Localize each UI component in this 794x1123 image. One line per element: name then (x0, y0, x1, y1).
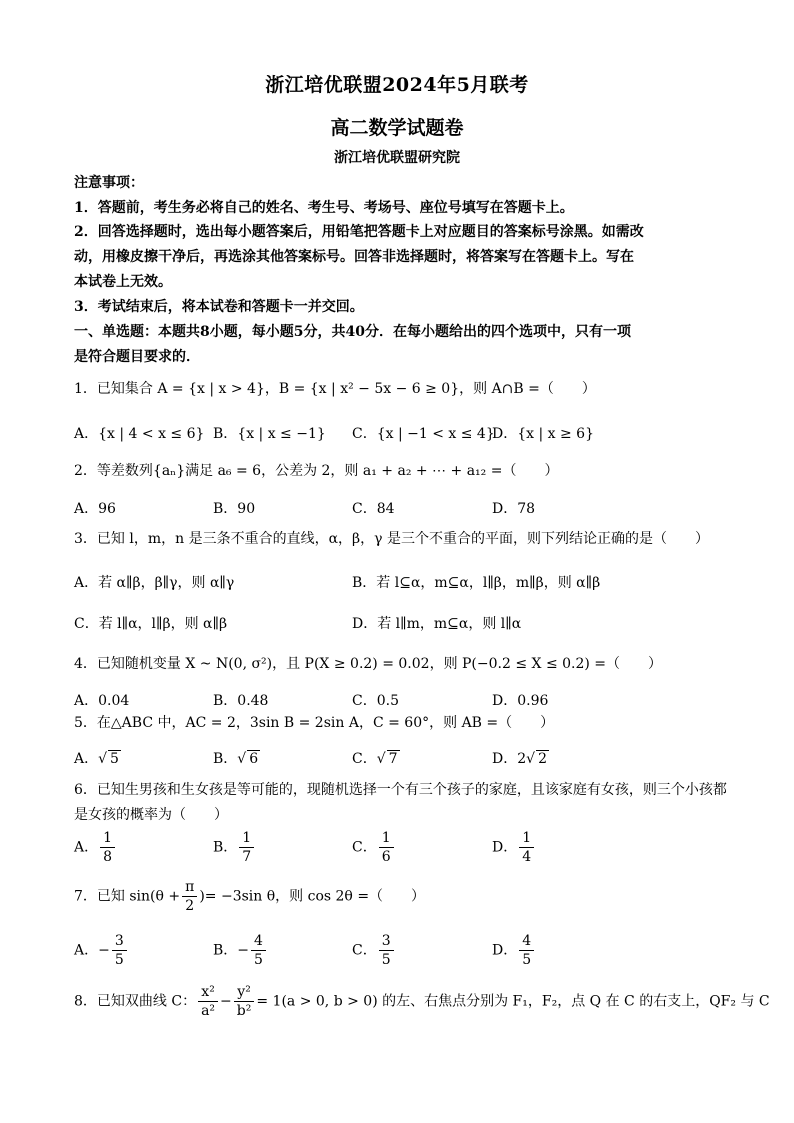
notice-item-2-line-1: 2．回答选择题时，选出每小题答案后，用铅笔把答题卡上对应题目的答案标号涂黑。如需改 (74, 224, 644, 240)
notice-item-2-line-2: 动，用橡皮擦干净后，再选涂其他答案标号。回答非选择题时，将答案写在答题卡上。写在 (74, 249, 634, 265)
fraction (251, 932, 266, 969)
option-label: C． (352, 751, 377, 767)
question-5-stem: 5．在△ABC 中，AC = 2，3sin B = 2sin A，C = 60°，则 AB =（ ） (74, 715, 555, 731)
question-5-option-d (492, 748, 549, 768)
fraction (182, 878, 197, 915)
option-label: A． (74, 839, 99, 856)
question-1-option-b: B．{x | x ≤ −1} (213, 426, 326, 442)
stem-suffix: = 1(a > 0, b > 0) 的左、右焦点分别为 F₁，F₂，点 Q 在 C 的右支上，QF₂ 与 C (256, 993, 770, 1010)
fraction (379, 829, 394, 866)
radicand: 5 (110, 751, 119, 767)
denominator: 7 (242, 849, 252, 865)
open-paren: (θ + (150, 888, 181, 905)
notice-item-2-line-3: 本试卷上无效。 (74, 274, 172, 290)
notice-item-1: 1．答题前，考生务必将自己的姓名、考生号、考场号、座位号填写在答题卡上。 (74, 200, 574, 216)
denominator: 5 (522, 952, 532, 968)
option-label: A． (74, 751, 99, 767)
fraction (100, 829, 115, 866)
question-5-option-c (352, 748, 400, 768)
denominator: 2 (185, 898, 195, 914)
option-label: D．2 (492, 751, 527, 767)
question-2-option-d: D．78 (492, 501, 536, 517)
denominator: a² (201, 1003, 216, 1019)
numerator: 1 (239, 829, 254, 848)
fraction (198, 983, 218, 1020)
stem-suffix: = −3sin θ，则 cos 2θ =（ ） (204, 888, 426, 905)
question-3-option-a: A．若 α∥β，β∥γ，则 α∥γ (74, 575, 235, 591)
numerator: x² (198, 983, 218, 1002)
question-1-option-d: D．{x | x ≥ 6} (492, 426, 594, 442)
question-7-option-b (213, 932, 268, 969)
question-2-option-c: C．84 (352, 501, 395, 517)
section-heading-line-1: 一、单选题：本题共8小题，每小题5分，共40分．在每小题给出的四个选项中，只有一项 (74, 324, 631, 340)
radicand: 2 (538, 751, 547, 767)
question-3-option-d: D．若 l∥m，m⊆α，则 l∥α (352, 616, 522, 632)
question-7-option-c (352, 932, 396, 969)
sqrt-icon: √ (526, 751, 536, 767)
option-label: B．− (213, 942, 250, 959)
numerator: y² (234, 983, 254, 1002)
question-1-option-c: C．{x | −1 < x ≤ 4} (352, 426, 495, 442)
question-6-stem-line-2: 是女孩的概率为（ ） (74, 807, 228, 823)
fraction (239, 829, 254, 866)
exam-title: 浙江培优联盟2024年5月联考 (265, 74, 529, 96)
numerator: π (182, 878, 197, 897)
numerator: 3 (112, 932, 127, 951)
question-7-stem (74, 878, 425, 915)
question-3-stem: 3．已知 l，m，n 是三条不重合的直线，α，β，γ 是三个不重合的平面，则下列结论正确的是（ ） (74, 531, 709, 547)
denominator: 8 (103, 849, 113, 865)
question-2-option-a: A．96 (74, 501, 116, 517)
question-2-stem: 2．等差数列{aₙ}满足 a₆ = 6，公差为 2，则 a₁ + a₂ + ⋯ + a₁₂ =（ ） (74, 463, 559, 479)
option-label: C． (352, 942, 377, 959)
option-label: D． (492, 942, 518, 959)
question-1-stem: 1．已知集合 A = {x | x > 4}，B = {x | x² − 5x − 6 ≥ 0}，则 A∩B =（ ） (74, 381, 596, 397)
question-6-stem-line-1: 6．已知生男孩和生女孩是等可能的，现随机选择一个有三个孩子的家庭，且该家庭有女孩，则三个小孩都 (74, 782, 727, 798)
section-heading-line-2: 是符合题目要求的． (74, 349, 200, 365)
minus-sign: − (220, 993, 232, 1010)
numerator: 1 (379, 829, 394, 848)
numerator: 3 (379, 932, 394, 951)
denominator: 5 (254, 952, 263, 968)
question-6-option-d (492, 829, 536, 866)
stem-prefix: 8．已知双曲线 C： (74, 993, 197, 1010)
numerator: 1 (519, 829, 534, 848)
option-label: B． (213, 751, 238, 767)
option-label: B． (213, 839, 238, 856)
radicand: 7 (388, 751, 398, 767)
question-5-option-b (213, 748, 260, 768)
option-label: D． (492, 839, 518, 856)
exam-subtitle: 高二数学试题卷 (330, 117, 464, 139)
fraction (519, 932, 534, 969)
fraction (519, 829, 534, 866)
stem-prefix: 7．已知 sin (74, 888, 151, 905)
denominator: 5 (114, 952, 124, 968)
question-6-option-a (74, 829, 117, 866)
question-3-option-b: B．若 l⊆α，m⊆α，l∥β，m∥β，则 α∥β (352, 575, 601, 591)
question-1-option-a: A．{x | 4 < x ≤ 6} (74, 426, 205, 442)
question-6-option-c (352, 829, 396, 866)
notice-item-3: 3．考试结束后，将本试卷和答题卡一并交回。 (74, 299, 364, 315)
sqrt-icon: √ (237, 751, 247, 767)
denominator: 5 (381, 952, 391, 968)
denominator: b² (236, 1003, 252, 1019)
close-paren: ) (199, 888, 205, 905)
numerator: 4 (251, 932, 266, 951)
fraction (379, 932, 394, 969)
numerator: 4 (519, 932, 534, 951)
notice-heading: 注意事项： (74, 175, 144, 191)
numerator: 1 (100, 829, 115, 848)
question-4-option-d: D．0.96 (492, 693, 549, 709)
question-7-option-a (74, 932, 129, 969)
question-6-option-b (213, 829, 256, 866)
question-3-option-c: C．若 l∥α，l∥β，则 α∥β (74, 616, 228, 632)
option-label: C． (352, 839, 377, 856)
question-4-option-b: B．0.48 (213, 693, 269, 709)
fraction (234, 983, 255, 1020)
question-8-stem (74, 983, 770, 1020)
question-4-option-c: C．0.5 (352, 693, 399, 709)
question-2-option-b: B．90 (213, 501, 256, 517)
radicand: 6 (249, 751, 259, 767)
sqrt-icon: √ (376, 751, 386, 767)
fraction (112, 932, 127, 969)
exam-institute: 浙江培优联盟研究院 (334, 150, 460, 166)
question-4-stem: 4．已知随机变量 X ~ N(0, σ²)，且 P(X ≥ 0.2) = 0.02，则 P(−0.2 ≤ X ≤ 0.2) =（ ） (74, 656, 663, 672)
question-4-option-a: A．0.04 (74, 693, 130, 709)
denominator: 6 (381, 849, 391, 865)
denominator: 4 (522, 849, 532, 865)
sqrt-icon: √ (98, 751, 108, 767)
option-label: A．− (74, 942, 110, 959)
question-5-option-a (74, 748, 121, 768)
question-7-option-d (492, 932, 536, 969)
